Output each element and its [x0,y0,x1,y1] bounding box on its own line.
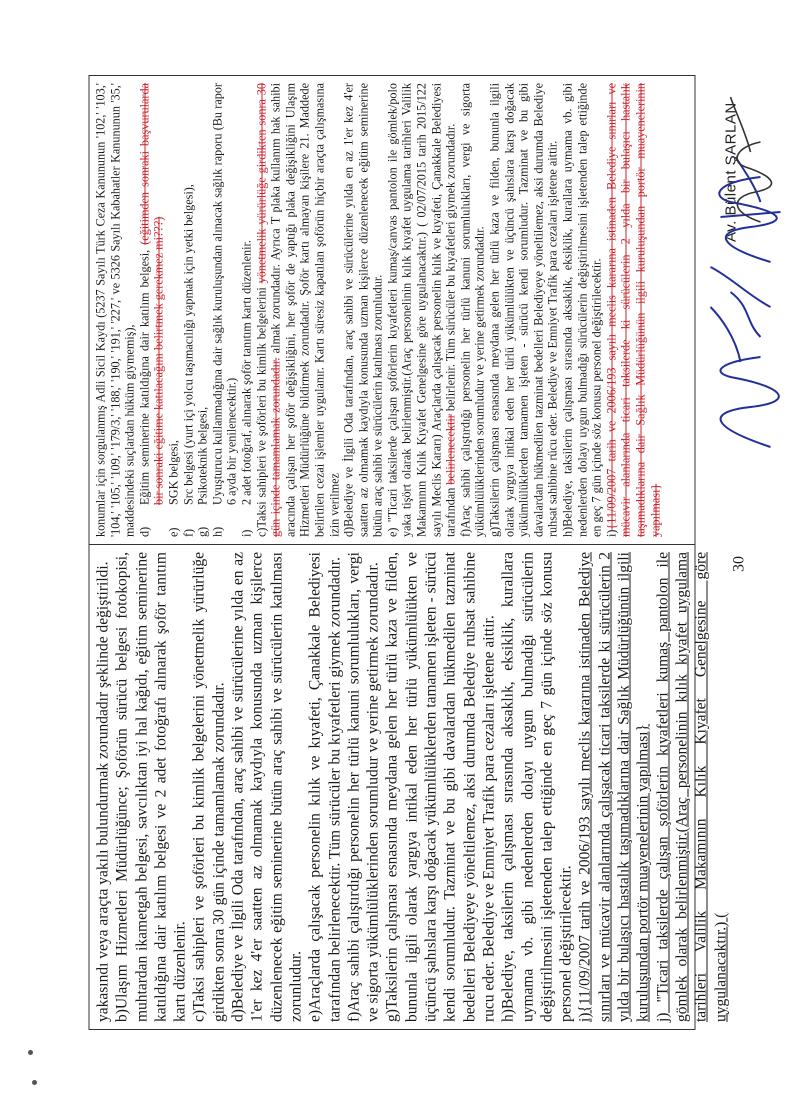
c-text-a: c)Taksi sahipleri ve şoförleri bu kimlik belgelerini [253,287,268,538]
left-paragraph: yakasındı veya araçta yakılı bulundurmak zorundadır şeklinde değiştirildi. [94,561,111,1022]
right-paragraph-e [385,83,458,537]
list-key: g) [195,526,210,538]
list-key: e) [165,527,180,538]
left-paragraph: f)Araç sahibi çalıştırdığı personelin her türlü kanuni sorumlulukları, vergi ve sigorta yükümlülüklerinden sorumludur ve yerine getirmek zorundadır. [344,552,382,1022]
deleted-text: {11/09/2007 tarih ve 2006/193 sayılı meclis kararına istinaden Belediye sınırları ve mücavir alanlarında ticari taksilerde ki sürücülerin 2 yılda bir bulaşıcı hastalık taşımadıklarına dair Sağlık Müdürlüğünün ilgili kuruluşundan portör muayenelerinin yapılması} [603,83,662,538]
left-column-old-text [89,544,729,1029]
right-column-new-text [89,76,694,544]
list-text [137,83,166,505]
left-paragraph: g)Taksilerin çalışması esnasında meydana gelen her türlü kaza ve filden, bununla ilgili olarak yargıya intikal eden her türlü yükümlülükten ve üçüncü şahıslara karşı doğacak yükümlülüklerden tamamen işleten - sürücü kendi sorumludur. Tazminat ve bu gibi davalardan hükmedilen tazminat bedelleri Belediyeye yöneltilemez, aksi durumda Belediye ruhsat sahibine rucu eder. Belediye ve Emniyet Trafik para cezaları işletene aittir. [383,552,497,1022]
i-prefix: i) [603,529,618,538]
right-paragraph-h: h)Belediye, taksilerin çalışması sırasında aksaklık, eksiklik, kurallara uymama vb. gibi nedenlerden dolayı uygun bulmadığı sürücülerin değiştirilmesini işletenden talep ettiğinde en geç 7 gün içinde söz konusu personel değiştirilecektir. [560,83,604,538]
right-list-item [239,83,254,537]
list-text: SGK belgesi, [165,440,180,506]
page-number: 30 [730,556,747,572]
right-list-item [137,83,166,537]
left-paragraph: h)Belediye, taksilerin çalışması sırasında aksaklık, eksiklik, kurallara uymama vb. gibi nedenlerden dolayı uygun bulmadığı sürücülerin değiştirilmesini işletenden talep ettiğinde en geç 7 gün içinde söz konusu personel değiştirilecektir. [499,552,575,1022]
c-text-b: almak zorundadır. Ayrıca T plaka kullanım hak sahibi aracında çalışan her şoför değişikliğini, her şoför de yaptığı plaka değişikliğini Ulaşım Hizmetleri Müdürlüğüne bildirmek zorundadır. Şoför kartı almayan kişilere 21. Maddede belirtilen cezai işlemler uygulanır. Kartı süresiz kapatılan şoförün hiçbir araçta çalışmasına izin verilmez [268,82,341,538]
deleted-text: belirlenecektir [443,414,458,485]
right-paragraph-f: f)Araç sahibi çalıştırdığı personelin her türlü kanuni sorumlulukları, vergi ve sigorta yükümlülüklerinden sorumludur ve yerine getirmek zorundadır. [457,83,487,538]
right-list-item [181,83,196,537]
left-paragraph-underlined: j) "Ticari taksilerde çalışan şoförlerin kıyafetleri kumaş pantolon ile gömlek olarak belirlenmiştir.(Araç personelinin kılık kıyafet uygulama tarihleri Valilik Makamının Kılık Kıyafet Genelgesine göre uygulanacaktır.) ( [653,552,729,1022]
lawyer-name: Av. Bülent ŞARLAN [722,102,739,242]
list-text: Src belgesi (yurt içi yolcu taşımacılığı yapmak için yetki belgesi), [180,184,195,506]
right-intro: konumlar için sorgulanmış Adli Sicil Kaydı (5237 Sayılı Türk Ceza Kanununun '102,' '103,' '104,' '105,' '109,' '179/3,' '188,' '190,' '191,' '227,' ve 5326 Sayılı Kabahatler Kanununun '35,' maddesindeki suçlardan hüküm giymemiş), [93,83,137,538]
list-key: f) [180,528,195,538]
right-list-item [166,83,181,537]
left-paragraph: b)Ulaşım Hizmetleri Müdürlüğünce; Şoförün sürücü belgesi fotokopisi, muhtardan ikametgah belgesi, savcılıktan iyi hal kağıdı, eğitim seminerine katıldığına dair katılım belgesi ve 2 adet fotoğrafı alınarak şoför tanıtım kartı düzenlenir. [113,552,189,1022]
right-paragraph-g: g)Taksilerin çalışması esnasında meydana gelen her türlü kaza ve filden, bununla ilgili olarak yargıya intikal eden her türlü yükümlülükten ve üçüncü şahıslara karşı doğacak yükümlülüklerden tamamen işleten - sürücü kendi sorumludur. Tazminat ve bu gibi davalardan hükmedilen tazminat bedelleri Belediyeye yöneltilemez, aksi durumda Belediye ruhsat sahibine rücu eder. Belediye ve Emniyet Trafik para cezaları işletene aittir. [487,83,560,538]
signature-right-icon [720,92,780,232]
right-paragraph-i [604,83,662,537]
list-text-main: Eğitim seminerine katıldığına dair katılım belgesi, [136,249,151,506]
right-list-item [210,83,239,537]
list-key: d) [136,526,151,538]
right-paragraph-c [254,83,342,537]
left-paragraph: d)Belediye ve İlgili Oda tarafından, araç sahibi ve sürücülerine yılda en az 1'er kez 4'er saatten az olmamak kaydıyla konusunda uzman kişilerce düzenlenecek eğitim seminerine bütün araç sahibi ve sürücülerin katılması zorunludur. [229,552,304,1022]
deleted-text: yönetmelik yürürlüğe girdikten sonra 30 gün içinde tamamlamak zorundadır. [253,83,283,538]
signature-left-icon [690,257,790,457]
list-text: Uyuşturucu kullanmadığına dair sağlık kuruluşundan alınacak sağlık raporu (Bu rapor 6 ayda bir yenilenecektir.) [209,83,239,506]
e-text-a: e) "Ticari taksilerde çalışan şoförlerin kıyafetleri kumaş/canvas pantolon ile gömlek/polo yaka tişört olarak belirlenmiştir.(Araç personelinin kılık kıyafet uygulama tarihleri Valilik Makamının Kılık Kıyafet Genelgesine göre uygulanacaktır.) ( 02/07/2015 tarih 2015/122 sayılı Meclis Kararı) Araçlarda çalışacak personelin kılık ve kıyafeti, Çanakkale Belediyesi tarafından [384,83,458,538]
left-paragraph: e)Araçlarda çalışacak personelin kılık ve kıyafeti, Çanakkale Belediyesi tarafından belirlenecektir. Tüm sürücüler bu kıyafetleri giymek zorundadır. [306,552,343,1022]
list-key: i) [238,529,253,538]
e-text-b: belirlenir. Tüm sürücüler bu kıyafetleri giymek zorundadır. [443,123,458,412]
list-key: h) [209,526,224,538]
left-paragraph: c)Taksi sahipleri ve şoförleri bu kimlik belgelerini yönetmelik yürürlüğe girdikten sonra 30 gün içinde tamamlamak zorundadır. [190,552,227,1022]
list-text: 2 adet fotoğraf, alınarak şoför tanıtım kartı düzenlenir. [238,240,253,506]
right-list-item [195,83,210,537]
right-paragraph-d: d)Belediye ve İlgili Oda tarafından, araç sahibi ve sürücülerine yılda en az 1'er kez 4'er saatten az olmamak kaydıyla konusunda uzman kişilerce düzenlenecek eğitim seminerine bütün araç sahibi ve sürücülerin katılması zorunludur. [341,83,385,538]
deleted-text: (eğitimden sonraki başvurularda bir sonraki eğitime katılacağını belirtmek gerekmez mi???) [136,83,166,506]
scan-speck [28,1050,33,1055]
comparison-table [88,75,729,1030]
left-paragraph-underlined: i){11/09/2007 tarih ve 2006/193 sayılı meclis kararına istinaden Belediye sınırları ve mücavir alanlarında çalışacak ticari taksilerde ki sürücülerin 2 yılda bir bulaşıcı hastalık taşımadıklarına dair Sağlık Müdürlüğünün ilgili kuruluşundan portör muayenelerinin yapılması} [576,552,652,1022]
list-text: Psikoteknik belgesi, [195,406,210,506]
scan-speck [32,1080,37,1085]
